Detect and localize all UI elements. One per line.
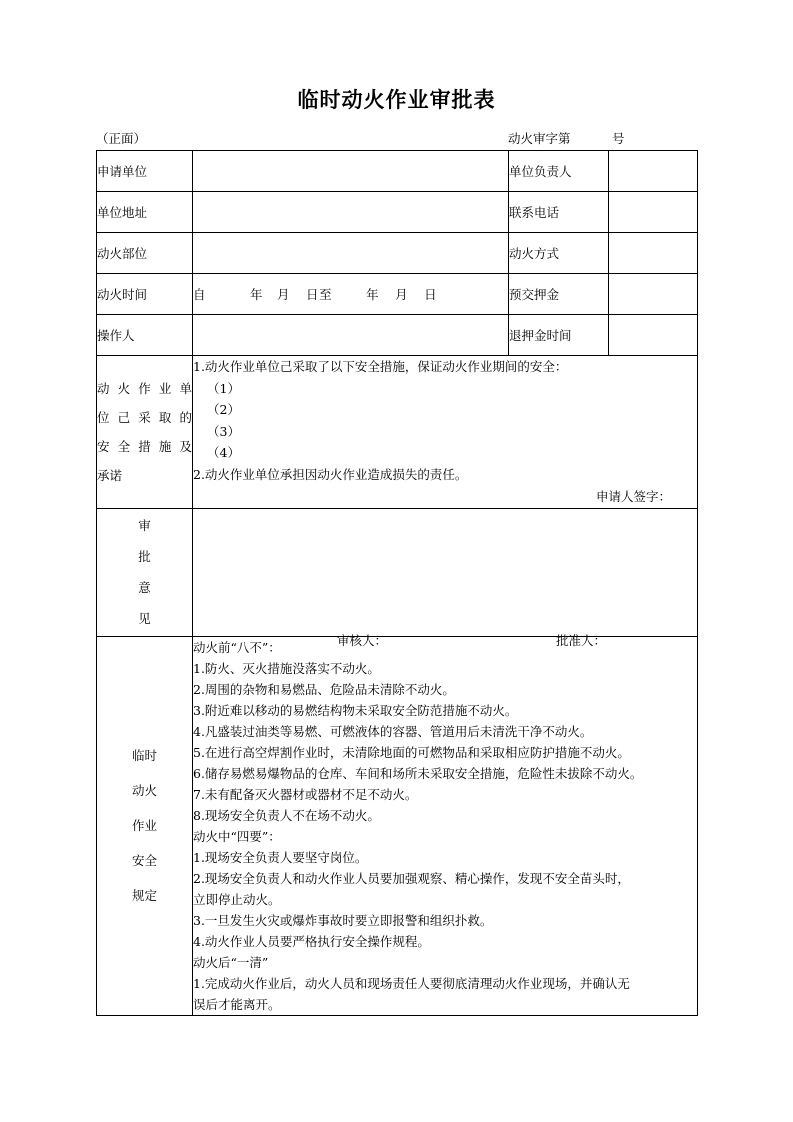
rules-line-8: 7.未有配备灭火器材或器材不足不动火。 bbox=[193, 786, 418, 802]
rules-line-12: 2.现场安全负责人和动火作业人员要加强观察、精心操作，发现不安全苗头时， bbox=[193, 870, 630, 886]
table-row-approval bbox=[97, 508, 698, 636]
measures-item-1[interactable]: （1） bbox=[207, 380, 240, 396]
field-value-deposit-refund-time[interactable] bbox=[609, 315, 698, 356]
approval-label-char-1: 审 bbox=[138, 518, 151, 533]
rules-label-line-5: 规定 bbox=[131, 888, 157, 903]
field-value-unit-manager[interactable] bbox=[609, 151, 698, 192]
rules-label-line-1: 临时 bbox=[131, 748, 157, 763]
rules-line-17: 1.完成动火作业后，动火人员和现场责任人要彻底清理动火作业现场，并确认无 bbox=[193, 975, 630, 991]
applicant-signature-label[interactable]: 申请人签字： bbox=[595, 489, 671, 504]
approval-label-char-2: 批 bbox=[138, 549, 151, 564]
fire-time-year1: 年 bbox=[250, 287, 264, 302]
field-value-applicant-unit[interactable] bbox=[193, 151, 509, 192]
measures-item-3[interactable]: （3） bbox=[207, 423, 240, 439]
measures-label-line-1: 动火作业单 bbox=[97, 380, 192, 396]
measures-item-4[interactable]: （4） bbox=[207, 445, 240, 460]
measures-line-2: 2.动火作业单位承担因动火作业造成损失的责任。 bbox=[193, 466, 468, 482]
side-marker: （正面） bbox=[96, 131, 147, 146]
fire-time-from: 自 bbox=[193, 287, 207, 302]
serial-label: 动火审字第 bbox=[508, 131, 571, 146]
approval-label-char-4: 见 bbox=[138, 611, 151, 626]
field-label-fire-method: 动火方式 bbox=[509, 233, 609, 274]
field-value-contact-phone[interactable] bbox=[609, 192, 698, 233]
rules-line-16: 动火后“一清” bbox=[193, 954, 269, 970]
field-label-operator: 操作人 bbox=[97, 315, 193, 356]
table-row bbox=[97, 315, 698, 356]
field-label-contact-phone: 联系电话 bbox=[509, 192, 609, 233]
field-label-applicant-unit: 申请单位 bbox=[97, 151, 193, 192]
rules-section-label bbox=[97, 636, 193, 1015]
table-row bbox=[97, 192, 698, 233]
rules-line-11: 1.现场安全负责人要坚守岗位。 bbox=[193, 849, 368, 865]
rules-label-line-3: 作业 bbox=[131, 818, 157, 833]
rules-line-10: 动火中“四要”： bbox=[193, 828, 281, 844]
rules-line-9: 8.现场安全负责人不在场不动火。 bbox=[193, 807, 380, 823]
measures-label-line-4: 承诺 bbox=[97, 467, 123, 483]
rules-label-line-4: 安全 bbox=[131, 853, 157, 868]
approval-label-char-3: 意 bbox=[138, 580, 151, 595]
approver-signature-label[interactable]: 批准人： bbox=[556, 632, 607, 648]
measures-section-label bbox=[97, 356, 193, 509]
approval-form-table bbox=[96, 150, 698, 1016]
table-row bbox=[97, 151, 698, 192]
field-label-unit-address: 单位地址 bbox=[97, 192, 193, 233]
page-title: 临时动火作业审批表 bbox=[297, 88, 496, 112]
fire-time-day1: 日 bbox=[306, 287, 320, 302]
rules-line-14: 3.一旦发生火灾或爆炸事故时要立即报警和组织扑救。 bbox=[193, 912, 493, 928]
table-row bbox=[97, 274, 698, 315]
approval-section-label bbox=[97, 508, 193, 636]
rules-line-7: 6.储存易燃易爆物品的仓库、车间和场所未采取安全措施，危险性未拔除不动火。 bbox=[193, 765, 643, 781]
reviewer-signature-label[interactable]: 审核人： bbox=[337, 632, 388, 648]
fire-time-month2: 月 bbox=[395, 287, 409, 302]
field-value-operator[interactable] bbox=[193, 315, 509, 356]
field-label-fire-location: 动火部位 bbox=[97, 233, 193, 274]
measures-line-1: 1.动火作业单位己采取了以下安全措施，保证动火作业期间的安全： bbox=[193, 359, 568, 374]
fire-time-day2: 日 bbox=[424, 287, 438, 302]
serial-unit: 号 bbox=[612, 131, 625, 146]
measures-label-line-3: 安全措施及 bbox=[97, 438, 192, 454]
measures-item-2[interactable]: （2） bbox=[207, 402, 240, 417]
rules-line-4: 3.附近难以移动的易燃结构物未采取安全防范措施不动火。 bbox=[193, 702, 518, 718]
field-value-fire-time[interactable] bbox=[193, 274, 509, 315]
rules-line-5: 4.凡盛装过油类等易燃、可燃液体的容器、管道用后未清洗干净不动火。 bbox=[193, 723, 593, 739]
fire-time-to: 至 bbox=[319, 287, 333, 302]
field-value-fire-location[interactable] bbox=[193, 233, 509, 274]
table-row-rules bbox=[97, 636, 698, 1015]
field-label-fire-time: 动火时间 bbox=[97, 274, 193, 315]
rules-line-3: 2.周围的杂物和易燃品、危险品未清除不动火。 bbox=[193, 681, 455, 697]
rules-label-line-2: 动火 bbox=[131, 783, 157, 798]
rules-line-15: 4.动火作业人员要严格执行安全操作规程。 bbox=[193, 933, 430, 949]
field-label-deposit-refund-time: 退押金时间 bbox=[509, 315, 609, 356]
rules-line-18: 误后才能离开。 bbox=[193, 996, 281, 1012]
table-row bbox=[97, 233, 698, 274]
measures-section-content[interactable] bbox=[193, 356, 698, 509]
fire-time-month1: 月 bbox=[277, 287, 291, 302]
rules-section-content bbox=[193, 636, 698, 1015]
measures-label-line-2: 位己采取的 bbox=[97, 409, 192, 425]
field-value-deposit[interactable] bbox=[609, 274, 698, 315]
subheader-line bbox=[96, 129, 697, 149]
fire-time-year2: 年 bbox=[366, 287, 380, 302]
table-row-measures bbox=[97, 356, 698, 509]
field-label-unit-manager: 单位负责人 bbox=[509, 151, 609, 192]
rules-line-6: 5.在进行高空焊割作业时，未清除地面的可燃物品和采取相应防护措施不动火。 bbox=[193, 744, 630, 760]
rules-line-1: 动火前“八不”： bbox=[193, 639, 281, 655]
field-value-fire-method[interactable] bbox=[609, 233, 698, 274]
field-label-deposit: 预交押金 bbox=[509, 274, 609, 315]
field-value-unit-address[interactable] bbox=[193, 192, 509, 233]
rules-line-13: 立即停止动火。 bbox=[193, 891, 281, 907]
rules-line-2: 1.防火、灭火措施没落实不动火。 bbox=[193, 660, 380, 676]
